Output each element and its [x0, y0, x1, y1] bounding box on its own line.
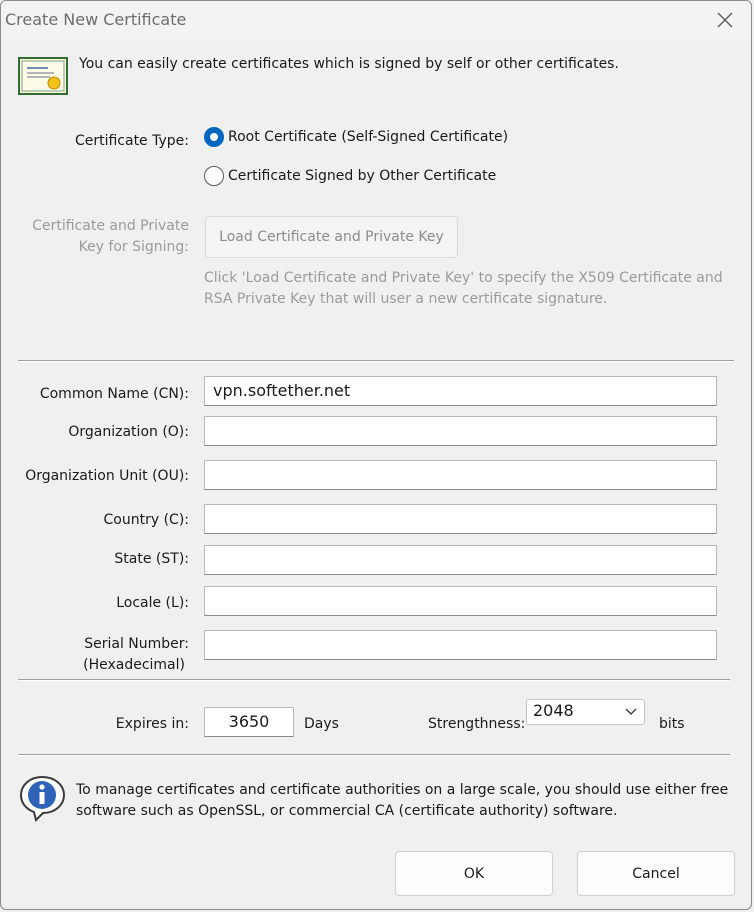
cancel-button[interactable]: Cancel: [577, 851, 735, 896]
organization-label: Organization (O):: [68, 424, 189, 440]
serial-input[interactable]: [204, 630, 717, 660]
separator: [18, 360, 734, 362]
expires-input[interactable]: 3650: [204, 707, 294, 737]
separator: [18, 679, 730, 681]
info-text-line1: To manage certificates and certificate authorities on a large scale, you should use either free: [76, 782, 729, 798]
window-title: Create New Certificate: [5, 10, 187, 29]
load-certificate-button[interactable]: Load Certificate and Private Key: [205, 216, 458, 258]
separator: [18, 754, 730, 756]
root-certificate-radio[interactable]: [204, 127, 224, 147]
title-bar: [1, 1, 751, 39]
common-name-label: Common Name (CN):: [39, 386, 189, 402]
strength-select[interactable]: [526, 699, 645, 725]
chevron-down-icon: [625, 708, 637, 716]
signing-help-line1: Click 'Load Certificate and Private Key' to specify the X509 Certificate and: [204, 270, 723, 286]
info-text-line2: software such as OpenSSL, or commercial CA (certificate authority) software.: [76, 803, 618, 819]
country-label: Country (C):: [103, 512, 189, 528]
org-unit-label: Organization Unit (OU):: [25, 468, 189, 484]
locale-label: Locale (L):: [116, 595, 189, 611]
expires-unit: Days: [304, 716, 339, 732]
organization-input[interactable]: [204, 416, 717, 446]
certificate-icon: [18, 57, 68, 95]
strength-label: Strengthness:: [428, 716, 526, 732]
ok-button[interactable]: OK: [395, 851, 553, 896]
serial-label-line2: (Hexadecimal): [83, 657, 185, 673]
intro-text: You can easily create certificates which is signed by self or other certificates.: [79, 56, 619, 72]
serial-label-line1: Serial Number:: [84, 636, 189, 652]
strength-value: 2048: [533, 701, 574, 720]
signed-certificate-radio[interactable]: [204, 166, 224, 186]
org-unit-input[interactable]: [204, 460, 717, 490]
state-label: State (ST):: [114, 551, 189, 567]
root-certificate-label[interactable]: Root Certificate (Self-Signed Certificate): [228, 129, 509, 145]
strength-unit: bits: [659, 716, 685, 732]
close-icon: [716, 11, 734, 29]
country-input[interactable]: [204, 504, 717, 534]
common-name-input[interactable]: vpn.softether.net: [204, 376, 717, 406]
close-button[interactable]: [699, 1, 751, 39]
locale-input[interactable]: [204, 586, 717, 616]
signing-help-line2: RSA Private Key that will user a new certificate signature.: [204, 291, 608, 307]
signing-label-line2: Key for Signing:: [78, 239, 189, 255]
certificate-type-label: Certificate Type:: [74, 133, 189, 149]
signing-label-line1: Certificate and Private: [32, 218, 189, 234]
signed-certificate-label[interactable]: Certificate Signed by Other Certificate: [228, 168, 497, 184]
state-input[interactable]: [204, 545, 717, 575]
info-icon: [18, 774, 68, 824]
expires-label: Expires in:: [115, 716, 189, 732]
